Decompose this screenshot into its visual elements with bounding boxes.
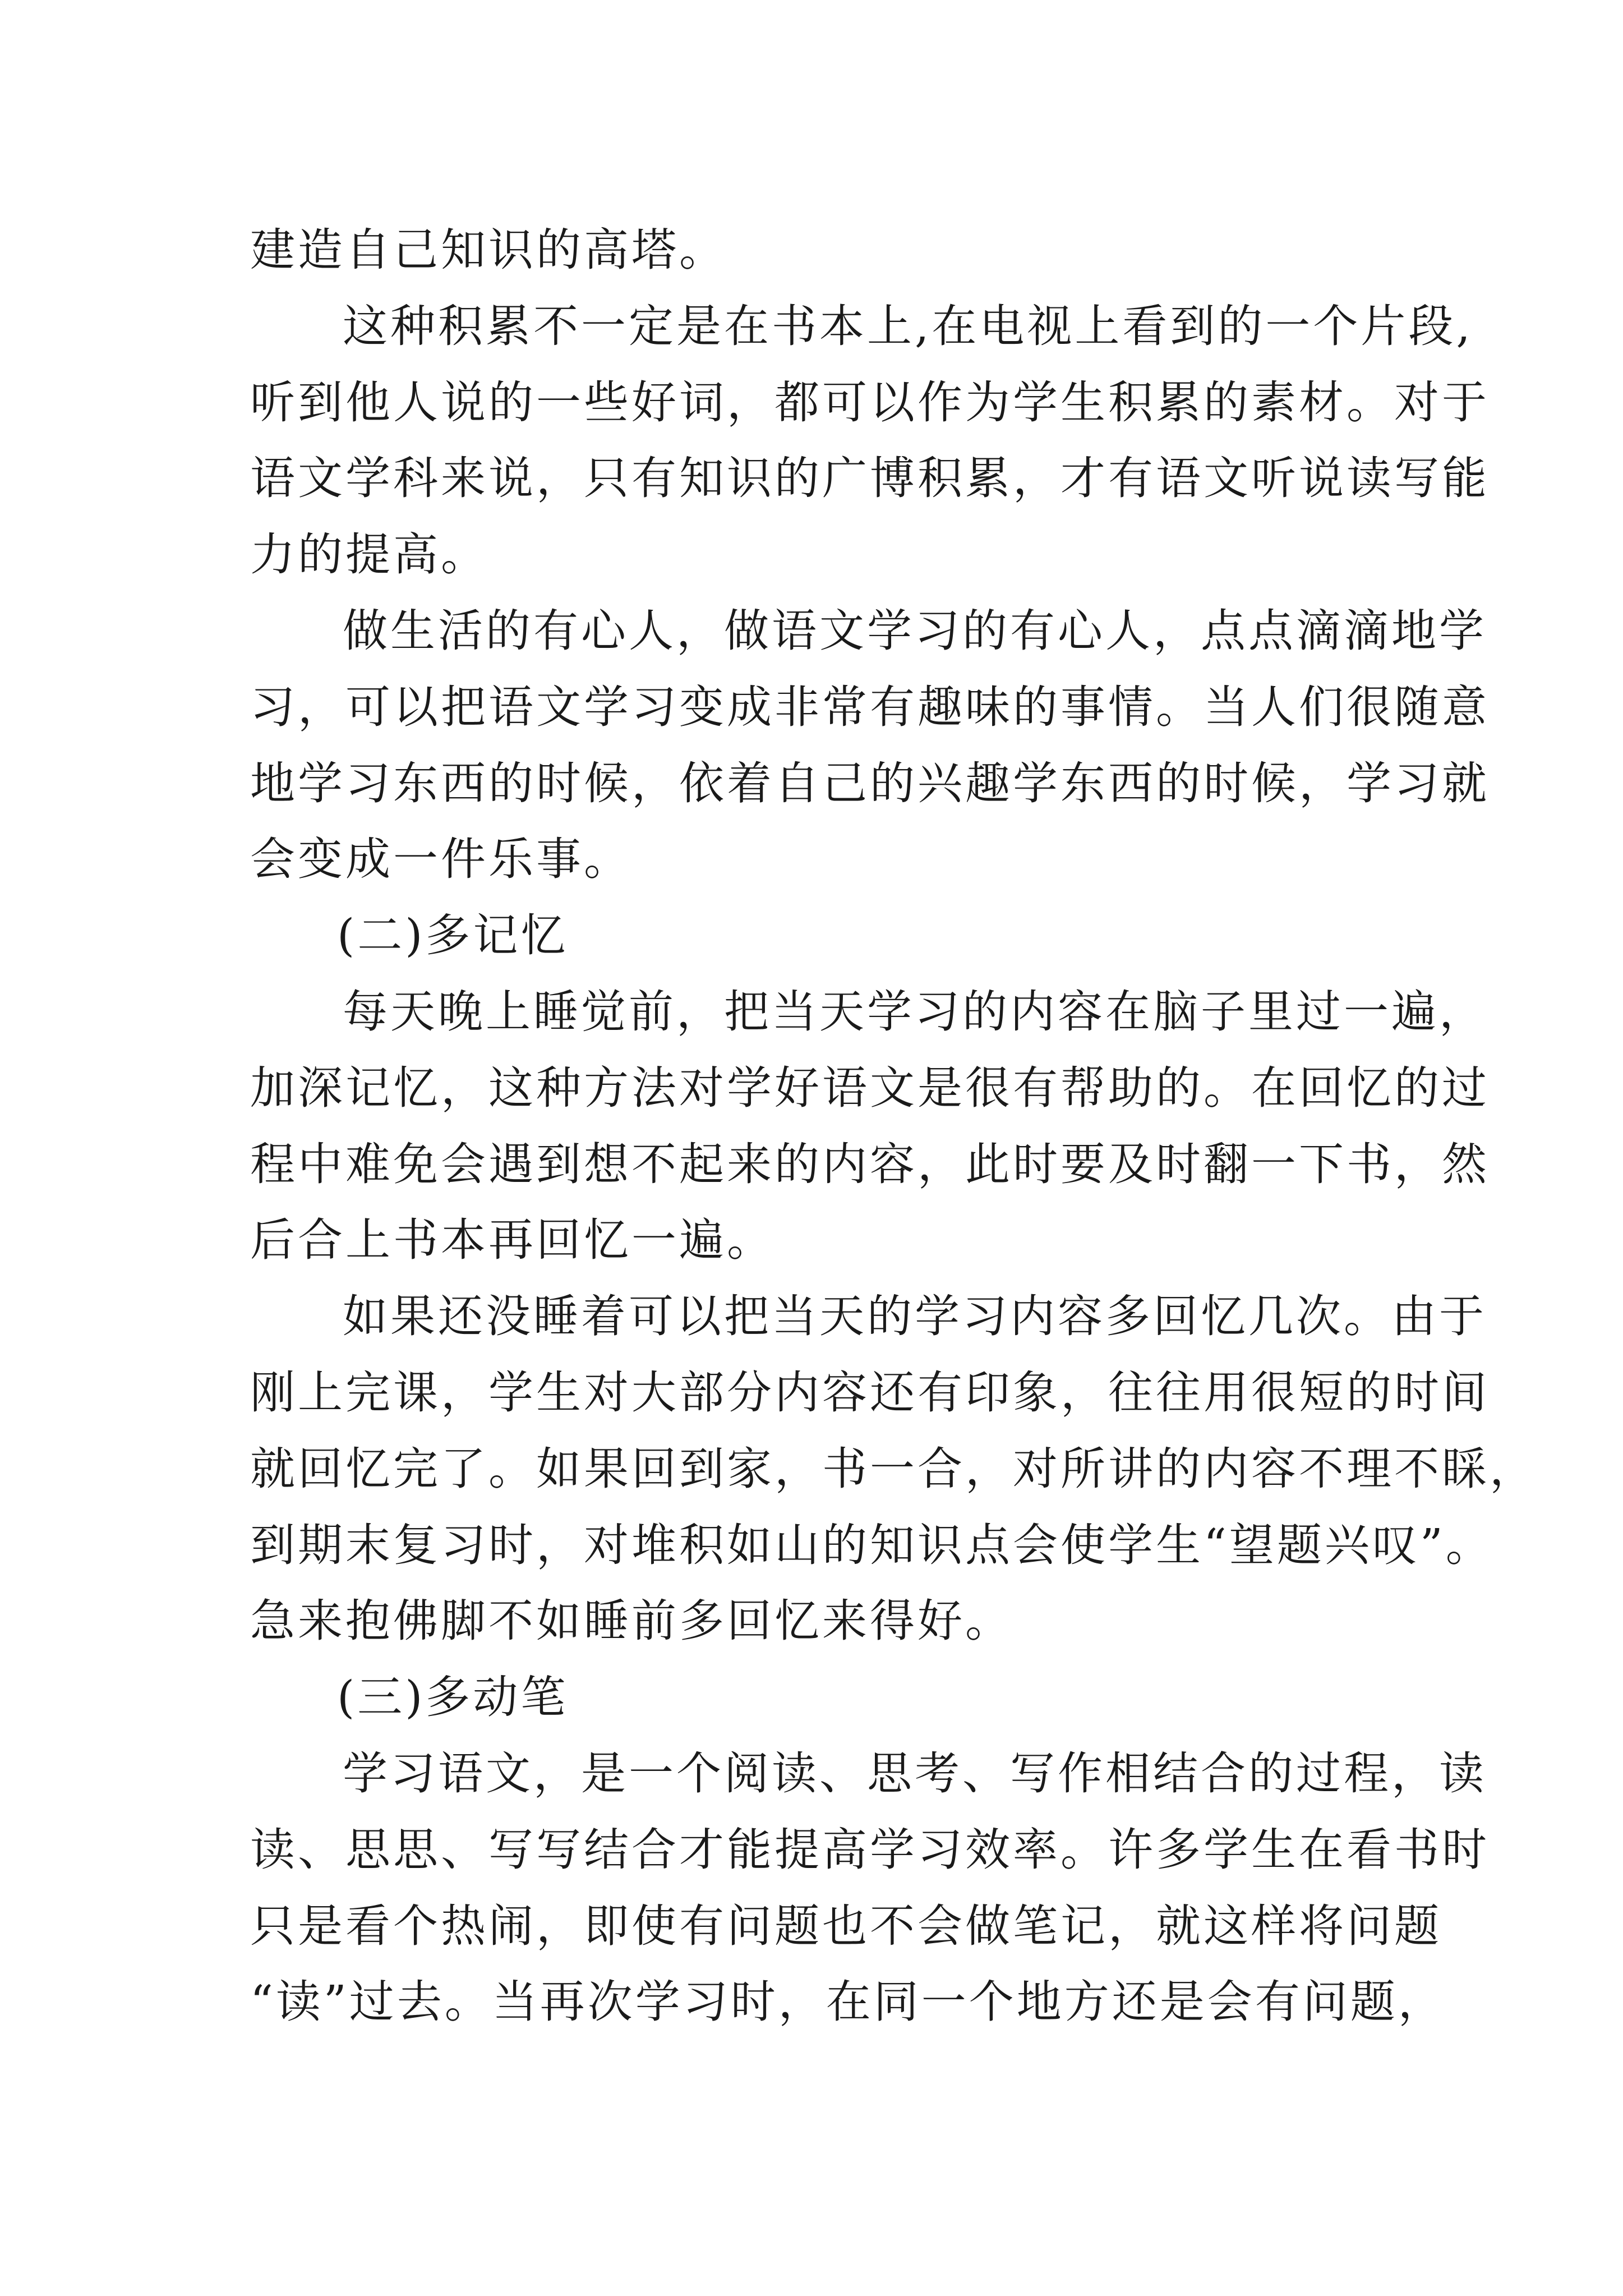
text-line: 只是看个热闹，即使有问题也不会做笔记，就这样将问题 [250,1899,1442,1952]
text-line: 建造自己知识的高塔。 [250,224,727,276]
text-line: 到期末复习时，对堆积如山的知识点会使学生“望题兴叹”。 [250,1519,1493,1571]
body-text [250,212,1537,2040]
text-line: 急来抱佛脚不如睡前多回忆来得好。 [250,1595,1013,1648]
text-line: 刚上完课，学生对大部分内容还有印象，往往用很短的时间 [250,1366,1490,1419]
text-line: 语文学科来说，只有知识的广博积累，才有语文听说读写能 [250,452,1490,505]
paragraph-start-line: 如果还没睡着可以把当天的学习内容多回忆几次。由于 [343,1290,1487,1343]
text-line: 会变成一件乐事。 [250,833,631,886]
text-line: 力的提高。 [250,528,488,581]
paragraph-start-line: 每天晚上睡觉前，把当天学习的内容在脑子里过一遍， [343,985,1487,1038]
text-line: 读、思思、写写结合才能提高学习效率。许多学生在看书时 [250,1823,1490,1876]
text-line: 后合上书本再回忆一遍。 [250,1214,774,1267]
text-line: 地学习东西的时候，依着自己的兴趣学东西的时候，学习就 [250,757,1490,809]
paragraph-start-line: 这种积累不一定是在书本上,在电视上看到的一个片段, [343,300,1473,352]
section-heading: (二)多记忆 [337,909,569,962]
text-line: 就回忆完了。如果回到家，书一合，对所讲的内容不理不睬， [250,1442,1537,1495]
text-line: 程中难免会遇到想不起来的内容，此时要及时翻一下书，然 [250,1138,1490,1190]
text-line: 加深记忆，这种方法对学好语文是很有帮助的。在回忆的过 [250,1061,1490,1114]
paragraph-start-line: 做生活的有心人，做语文学习的有心人，点点滴滴地学 [343,604,1487,657]
text-line: 习，可以把语文学习变成非常有趣味的事情。当人们很随意 [250,680,1490,733]
text-line: 听到他人说的一些好词，都可以作为学生积累的素材。对于 [250,376,1490,429]
paragraph-start-line: 学习语文，是一个阅读、思考、写作相结合的过程，读 [343,1747,1487,1800]
text-line: “读”过去。当再次学习时，在同一个地方还是会有问题， [250,1976,1446,2028]
section-heading: (三)多动笔 [337,1671,569,1724]
